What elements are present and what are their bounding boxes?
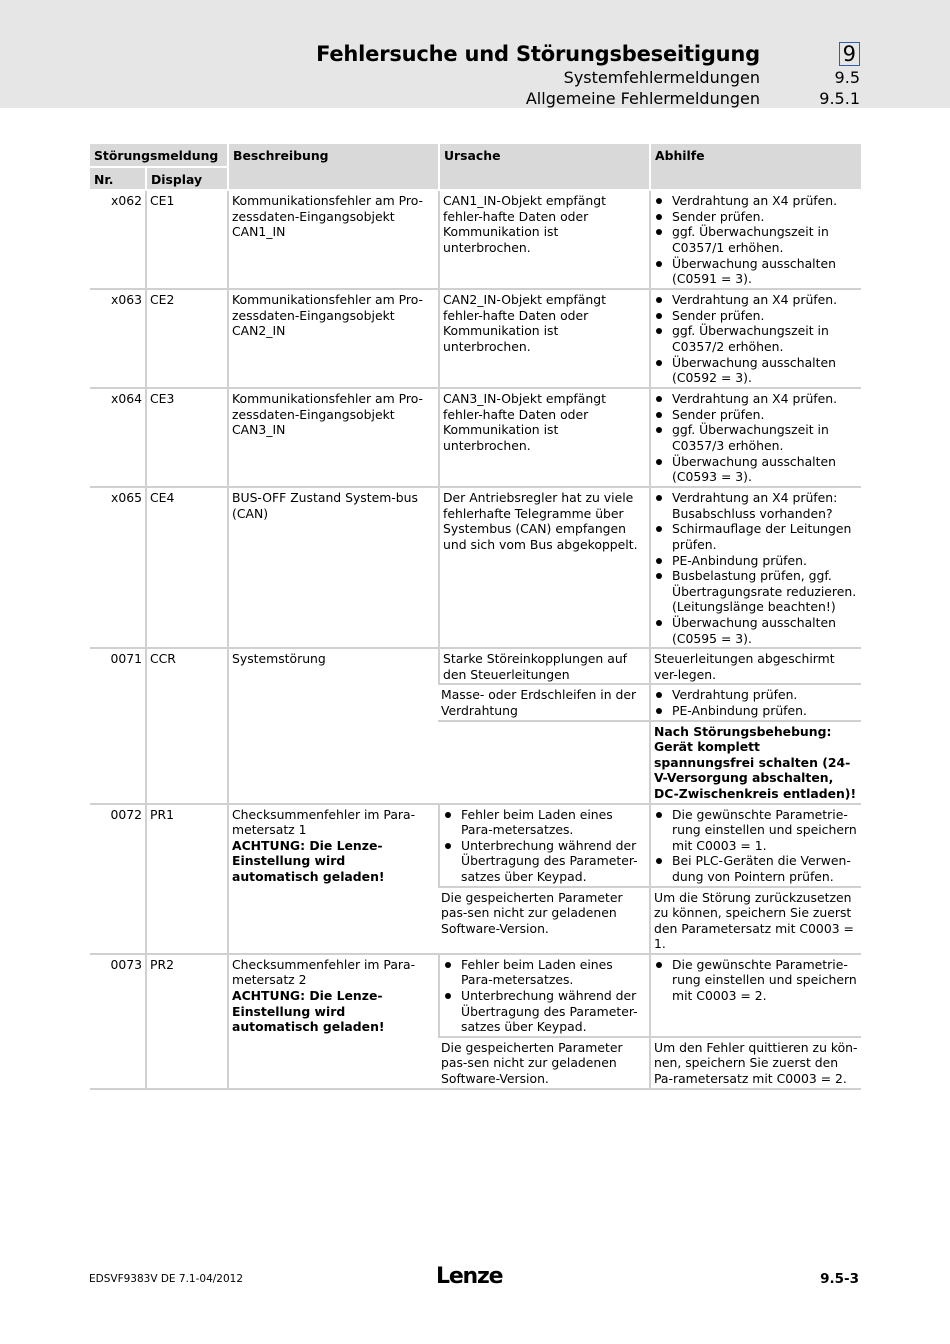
chapter-number[interactable] — [780, 42, 860, 66]
subsection-title: Allgemeine Fehlermeldungen — [525, 89, 760, 108]
col-header-ursache: Ursache — [438, 144, 649, 191]
error-nr: 0072 — [90, 805, 145, 955]
error-table — [90, 144, 861, 1090]
table-row — [90, 191, 861, 290]
error-cause: CAN2_IN-Objekt empfängt fehler-hafte Daten oder Kommunikation ist unterbrochen. — [438, 290, 649, 389]
list-item: Fehler beim Laden eines Para-metersatzes. — [443, 807, 646, 838]
description-text: Checksummenfehler im Para-metersatz 2 — [232, 956, 416, 988]
list-item: Die gewünschte Parametrie-rung einstellen und speichern mit C0003 = 1. — [654, 807, 858, 854]
list-item: Schirmauflage der Leitungen prüfen. — [654, 521, 858, 552]
table-row — [90, 805, 861, 888]
description-warning: ACHTUNG: Die Lenze-Einstellung wird automatisch geladen! — [232, 988, 385, 1035]
error-cause — [438, 955, 649, 1038]
list-item: Sender prüfen. — [654, 209, 858, 225]
error-cause — [438, 805, 649, 888]
error-remedy — [649, 955, 861, 1038]
list-item: Verdrahtung an X4 prüfen. — [654, 292, 858, 308]
col-header-display: Display — [145, 168, 227, 192]
col-header-beschreibung: Beschreibung — [227, 144, 438, 191]
section-number: 9.5 — [834, 68, 860, 87]
error-cause: CAN1_IN-Objekt empfängt fehler-hafte Daten oder Kommunikation ist unterbrochen. — [438, 191, 649, 290]
list-item: PE-Anbindung prüfen. — [654, 553, 858, 569]
list-item: Überwachung ausschalten (C0595 = 3). — [654, 615, 858, 646]
list-item: Verdrahtung an X4 prüfen. — [654, 391, 858, 407]
error-description: Systemstörung — [227, 649, 438, 804]
error-remedy — [649, 191, 861, 290]
error-cause: Starke Störeinkopplungen auf den Steuerleitungen — [438, 649, 649, 685]
chapter-title: Fehlersuche und Störungsbeseitigung — [316, 42, 760, 66]
list-item: Sender prüfen. — [654, 308, 858, 324]
error-cause: Der Antriebsregler hat zu viele fehlerhafte Telegramme über Systembus (CAN) empfangen und sich vom Bus abgekoppelt. — [438, 488, 649, 649]
col-header-stoerung: Störungsmeldung — [90, 144, 227, 168]
error-remedy — [649, 389, 861, 488]
list-item: Verdrahtung prüfen. — [654, 687, 858, 703]
table-row — [90, 955, 861, 1038]
document-id: EDSVF9383V DE 7.1-04/2012 — [89, 1273, 244, 1285]
error-display: PR2 — [145, 955, 227, 1090]
error-remedy: Um den Fehler quittieren zu kön-nen, speichern Sie zuerst den Pa-rametersatz mit C0003 = 2. — [649, 1038, 861, 1090]
table-row — [90, 290, 861, 389]
list-item: PE-Anbindung prüfen. — [654, 703, 858, 719]
list-item: Bei PLC-Geräten die Verwen-dung von Pointern prüfen. — [654, 853, 858, 884]
page-number: 9.5-3 — [820, 1271, 859, 1287]
error-remedy: Steuerleitungen abgeschirmt ver-legen. — [649, 649, 861, 685]
error-cause-empty — [438, 722, 649, 805]
error-nr: x063 — [90, 290, 145, 389]
list-item: Unterbrechung während der Übertragung des Parameter-satzes über Keypad. — [443, 838, 646, 885]
error-remedy: Um die Störung zurückzusetzen zu können, speichern Sie zuerst den Parametersatz mit C0003 = 1. — [649, 888, 861, 955]
error-cause: Die gespeicherten Parameter pas-sen nicht zur geladenen Software-Version. — [438, 1038, 649, 1090]
list-item: Sender prüfen. — [654, 407, 858, 423]
section-title: Systemfehlermeldungen — [563, 68, 760, 87]
list-item: Unterbrechung während der Übertragung des Parameter-satzes über Keypad. — [443, 988, 646, 1035]
error-description — [227, 805, 438, 955]
list-item: Überwachung ausschalten (C0591 = 3). — [654, 256, 858, 287]
list-item: Überwachung ausschalten (C0593 = 3). — [654, 454, 858, 485]
error-remedy — [649, 805, 861, 888]
error-description — [227, 955, 438, 1090]
error-cause: Die gespeicherten Parameter pas-sen nicht zur geladenen Software-Version. — [438, 888, 649, 955]
error-description: Kommunikationsfehler am Pro-zessdaten-Eingangsobjekt CAN3_IN — [227, 389, 438, 488]
error-display: CE1 — [145, 191, 227, 290]
error-remedy — [649, 488, 861, 649]
list-item: Überwachung ausschalten (C0592 = 3). — [654, 355, 858, 386]
error-nr: x065 — [90, 488, 145, 649]
description-warning: ACHTUNG: Die Lenze-Einstellung wird automatisch geladen! — [232, 837, 385, 884]
error-cause: CAN3_IN-Objekt empfängt fehler-hafte Daten oder Kommunikation ist unterbrochen. — [438, 389, 649, 488]
table-row — [90, 649, 861, 685]
error-remedy — [649, 290, 861, 389]
lenze-logo: Lenze — [436, 1264, 503, 1289]
error-nr: 0073 — [90, 955, 145, 1090]
error-remedy — [649, 685, 861, 721]
error-display: CE4 — [145, 488, 227, 649]
list-item: ggf. Überwachungszeit in C0357/1 erhöhen. — [654, 224, 858, 255]
error-description: Kommunikationsfehler am Pro-zessdaten-Eingangsobjekt CAN2_IN — [227, 290, 438, 389]
col-header-nr: Nr. — [90, 168, 145, 192]
error-display: CE2 — [145, 290, 227, 389]
list-item: Die gewünschte Parametrie-rung einstellen und speichern mit C0003 = 2. — [654, 957, 858, 1004]
subsection-number: 9.5.1 — [819, 89, 860, 108]
error-display: PR1 — [145, 805, 227, 955]
list-item: Verdrahtung an X4 prüfen. — [654, 193, 858, 209]
list-item: ggf. Überwachungszeit in C0357/2 erhöhen. — [654, 323, 858, 354]
error-description: BUS-OFF Zustand System-bus (CAN) — [227, 488, 438, 649]
error-nr: x064 — [90, 389, 145, 488]
table-row — [90, 389, 861, 488]
error-display: CE3 — [145, 389, 227, 488]
list-item: Busbelastung prüfen, ggf. Übertragungsrate reduzieren. (Leitungslänge beachten!) — [654, 568, 858, 615]
list-item: ggf. Überwachungszeit in C0357/3 erhöhen. — [654, 422, 858, 453]
table-row — [90, 488, 861, 649]
error-remedy-note: Nach Störungsbehebung: Gerät komplett spannungsfrei schalten (24-V-Versorgung abschalten, DC-Zwischenkreis entladen)! — [649, 722, 861, 805]
description-text: Checksummenfehler im Para-metersatz 1 — [232, 806, 416, 838]
error-cause: Masse- oder Erdschleifen in der Verdrahtung — [438, 685, 649, 721]
error-description: Kommunikationsfehler am Pro-zessdaten-Eingangsobjekt CAN1_IN — [227, 191, 438, 290]
list-item: Fehler beim Laden eines Para-metersatzes. — [443, 957, 646, 988]
chapter-number-link[interactable]: 9 — [839, 42, 860, 66]
list-item: Verdrahtung an X4 prüfen: Busabschluss vorhanden? — [654, 490, 858, 521]
error-nr: 0071 — [90, 649, 145, 804]
col-header-abhilfe: Abhilfe — [649, 144, 861, 191]
error-display: CCR — [145, 649, 227, 804]
error-nr: x062 — [90, 191, 145, 290]
